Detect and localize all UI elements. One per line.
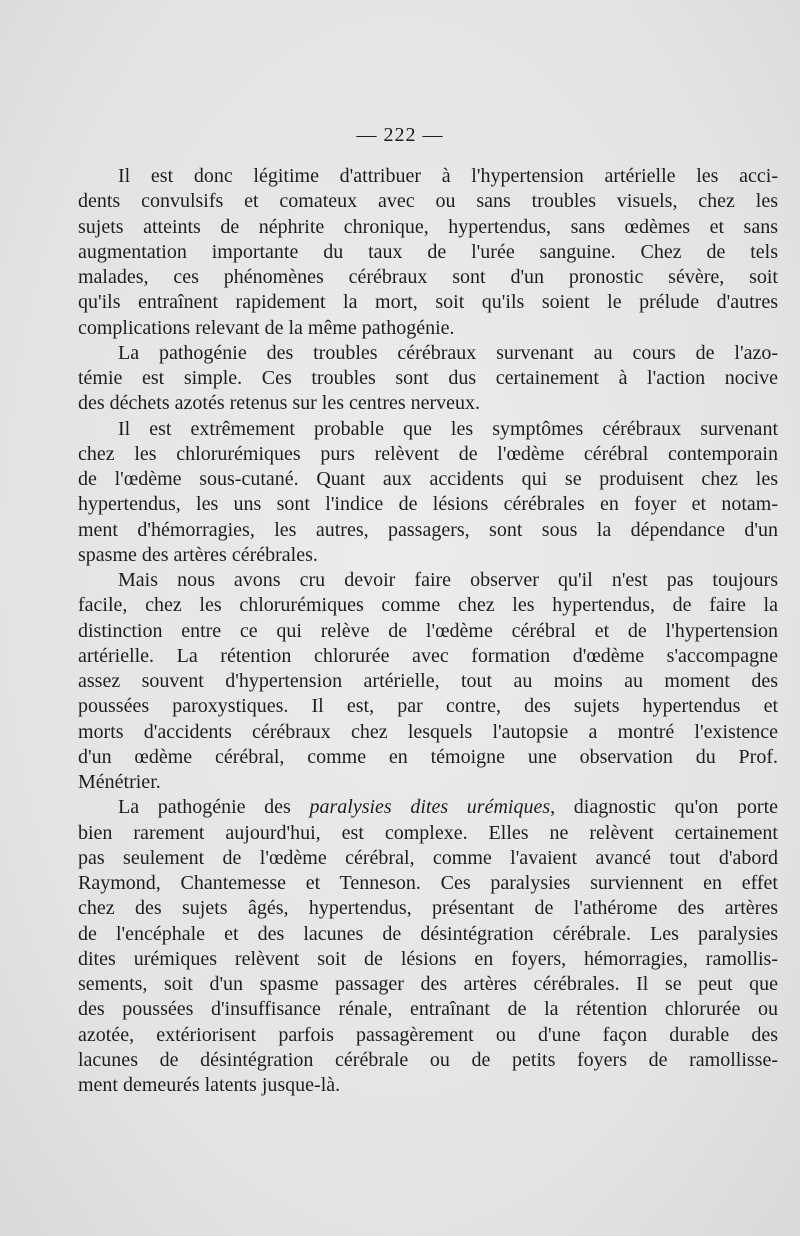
text-line: qu'ils entraînent rapidement la mort, soit qu'ils soient le prélude d'autres xyxy=(78,291,778,314)
text-line: bien rarement aujourd'hui, est complexe. Elles ne relèvent certainement xyxy=(78,821,778,844)
text-line: Raymond, Chantemesse et Tenneson. Ces paralysies surviennent en effet xyxy=(78,872,778,894)
text-line: azotée, extériorisent parfois passagèrement ou d'une façon durable des xyxy=(78,1023,778,1046)
text-line: malades, ces phénomènes cérébraux sont d'un pronostic sévère, soit xyxy=(78,266,778,288)
text-line: de l'encéphale et des lacunes de désintégration cérébrale. Les paralysies xyxy=(78,922,778,945)
text-line xyxy=(118,795,778,819)
text-line: poussées paroxystiques. Il est, par contre, des sujets hypertendus et xyxy=(78,695,778,718)
text-line: de l'œdème sous-cutané. Quant aux accidents qui se produisent chez les xyxy=(78,468,778,490)
text-line: dents convulsifs et comateux avec ou sans troubles visuels, chez les xyxy=(78,190,778,213)
text-line: Ménétrier. xyxy=(78,771,161,793)
italic-term: paralysies dites urémiques xyxy=(309,796,551,819)
text-line: facile, chez les chlorurémiques comme chez les hypertendus, de faire la xyxy=(78,594,778,617)
text-line: La pathogénie des troubles cérébraux survenant au cours de l'azo- xyxy=(118,341,778,364)
text-segment: , diagnostic qu'on porte xyxy=(550,796,779,819)
text-line: Il est extrêmement probable que les symptômes cérébraux survenant xyxy=(118,417,778,440)
text-line: distinction entre ce qui relève de l'œdème cérébral et de l'hypertension xyxy=(78,619,778,642)
text-line: témie est simple. Ces troubles sont dus certainement à l'action nocive xyxy=(78,367,778,389)
text-line: sujets atteints de néphrite chronique, hypertendus, sans œdèmes et sans xyxy=(78,215,778,238)
text-line: chez des sujets âgés, hypertendus, présentant de l'athérome des artères xyxy=(78,897,778,920)
page-number: — 222 — xyxy=(356,124,444,146)
text-segment: La pathogénie des xyxy=(118,796,310,819)
text-line: spasme des artères cérébrales. xyxy=(78,543,318,566)
text-line: morts d'accidents cérébraux chez lesquels l'autopsie a montré l'existence xyxy=(78,720,778,743)
text-line: des déchets azotés retenus sur les centres nerveux. xyxy=(78,392,481,415)
text-line: chez les chlorurémiques purs relèvent de l'œdème cérébral contemporain xyxy=(78,442,778,465)
text-line: complications relevant de la même pathogénie. xyxy=(78,316,455,339)
text-line: assez souvent d'hypertension artérielle, tout au moins au moment des xyxy=(78,670,778,692)
text-line: d'un œdème cérébral, comme en témoigne une observation du Prof. xyxy=(78,745,778,768)
text-line: ment demeurés latents jusque-là. xyxy=(78,1074,341,1096)
text-line: dites urémiques relèvent soit de lésions en foyers, hémorragies, ramollis- xyxy=(78,947,778,970)
text-line: augmentation importante du taux de l'urée sanguine. Chez de tels xyxy=(78,240,778,263)
text-line: lacunes de désintégration cérébrale ou de petits foyers de ramollisse- xyxy=(78,1048,778,1071)
text-line: pas seulement de l'œdème cérébral, comme l'avaient avancé tout d'abord xyxy=(78,846,778,869)
text-line: des poussées d'insuffisance rénale, entraînant de la rétention chlorurée ou xyxy=(78,998,778,1021)
text-line: ment d'hémorragies, les autres, passagers, sont sous la dépendance d'un xyxy=(78,518,778,541)
text-line: Il est donc légitime d'attribuer à l'hypertension artérielle les acci- xyxy=(118,165,778,187)
text-line: hypertendus, les uns sont l'indice de lésions cérébrales en foyer et notam- xyxy=(78,493,778,516)
text-line: Mais nous avons cru devoir faire observer qu'il n'est pas toujours xyxy=(118,569,778,591)
text-line: sements, soit d'un spasme passager des artères cérébrales. Il se peut que xyxy=(78,973,778,995)
text-line: artérielle. La rétention chlorurée avec formation d'œdème s'accompagne xyxy=(78,644,778,667)
